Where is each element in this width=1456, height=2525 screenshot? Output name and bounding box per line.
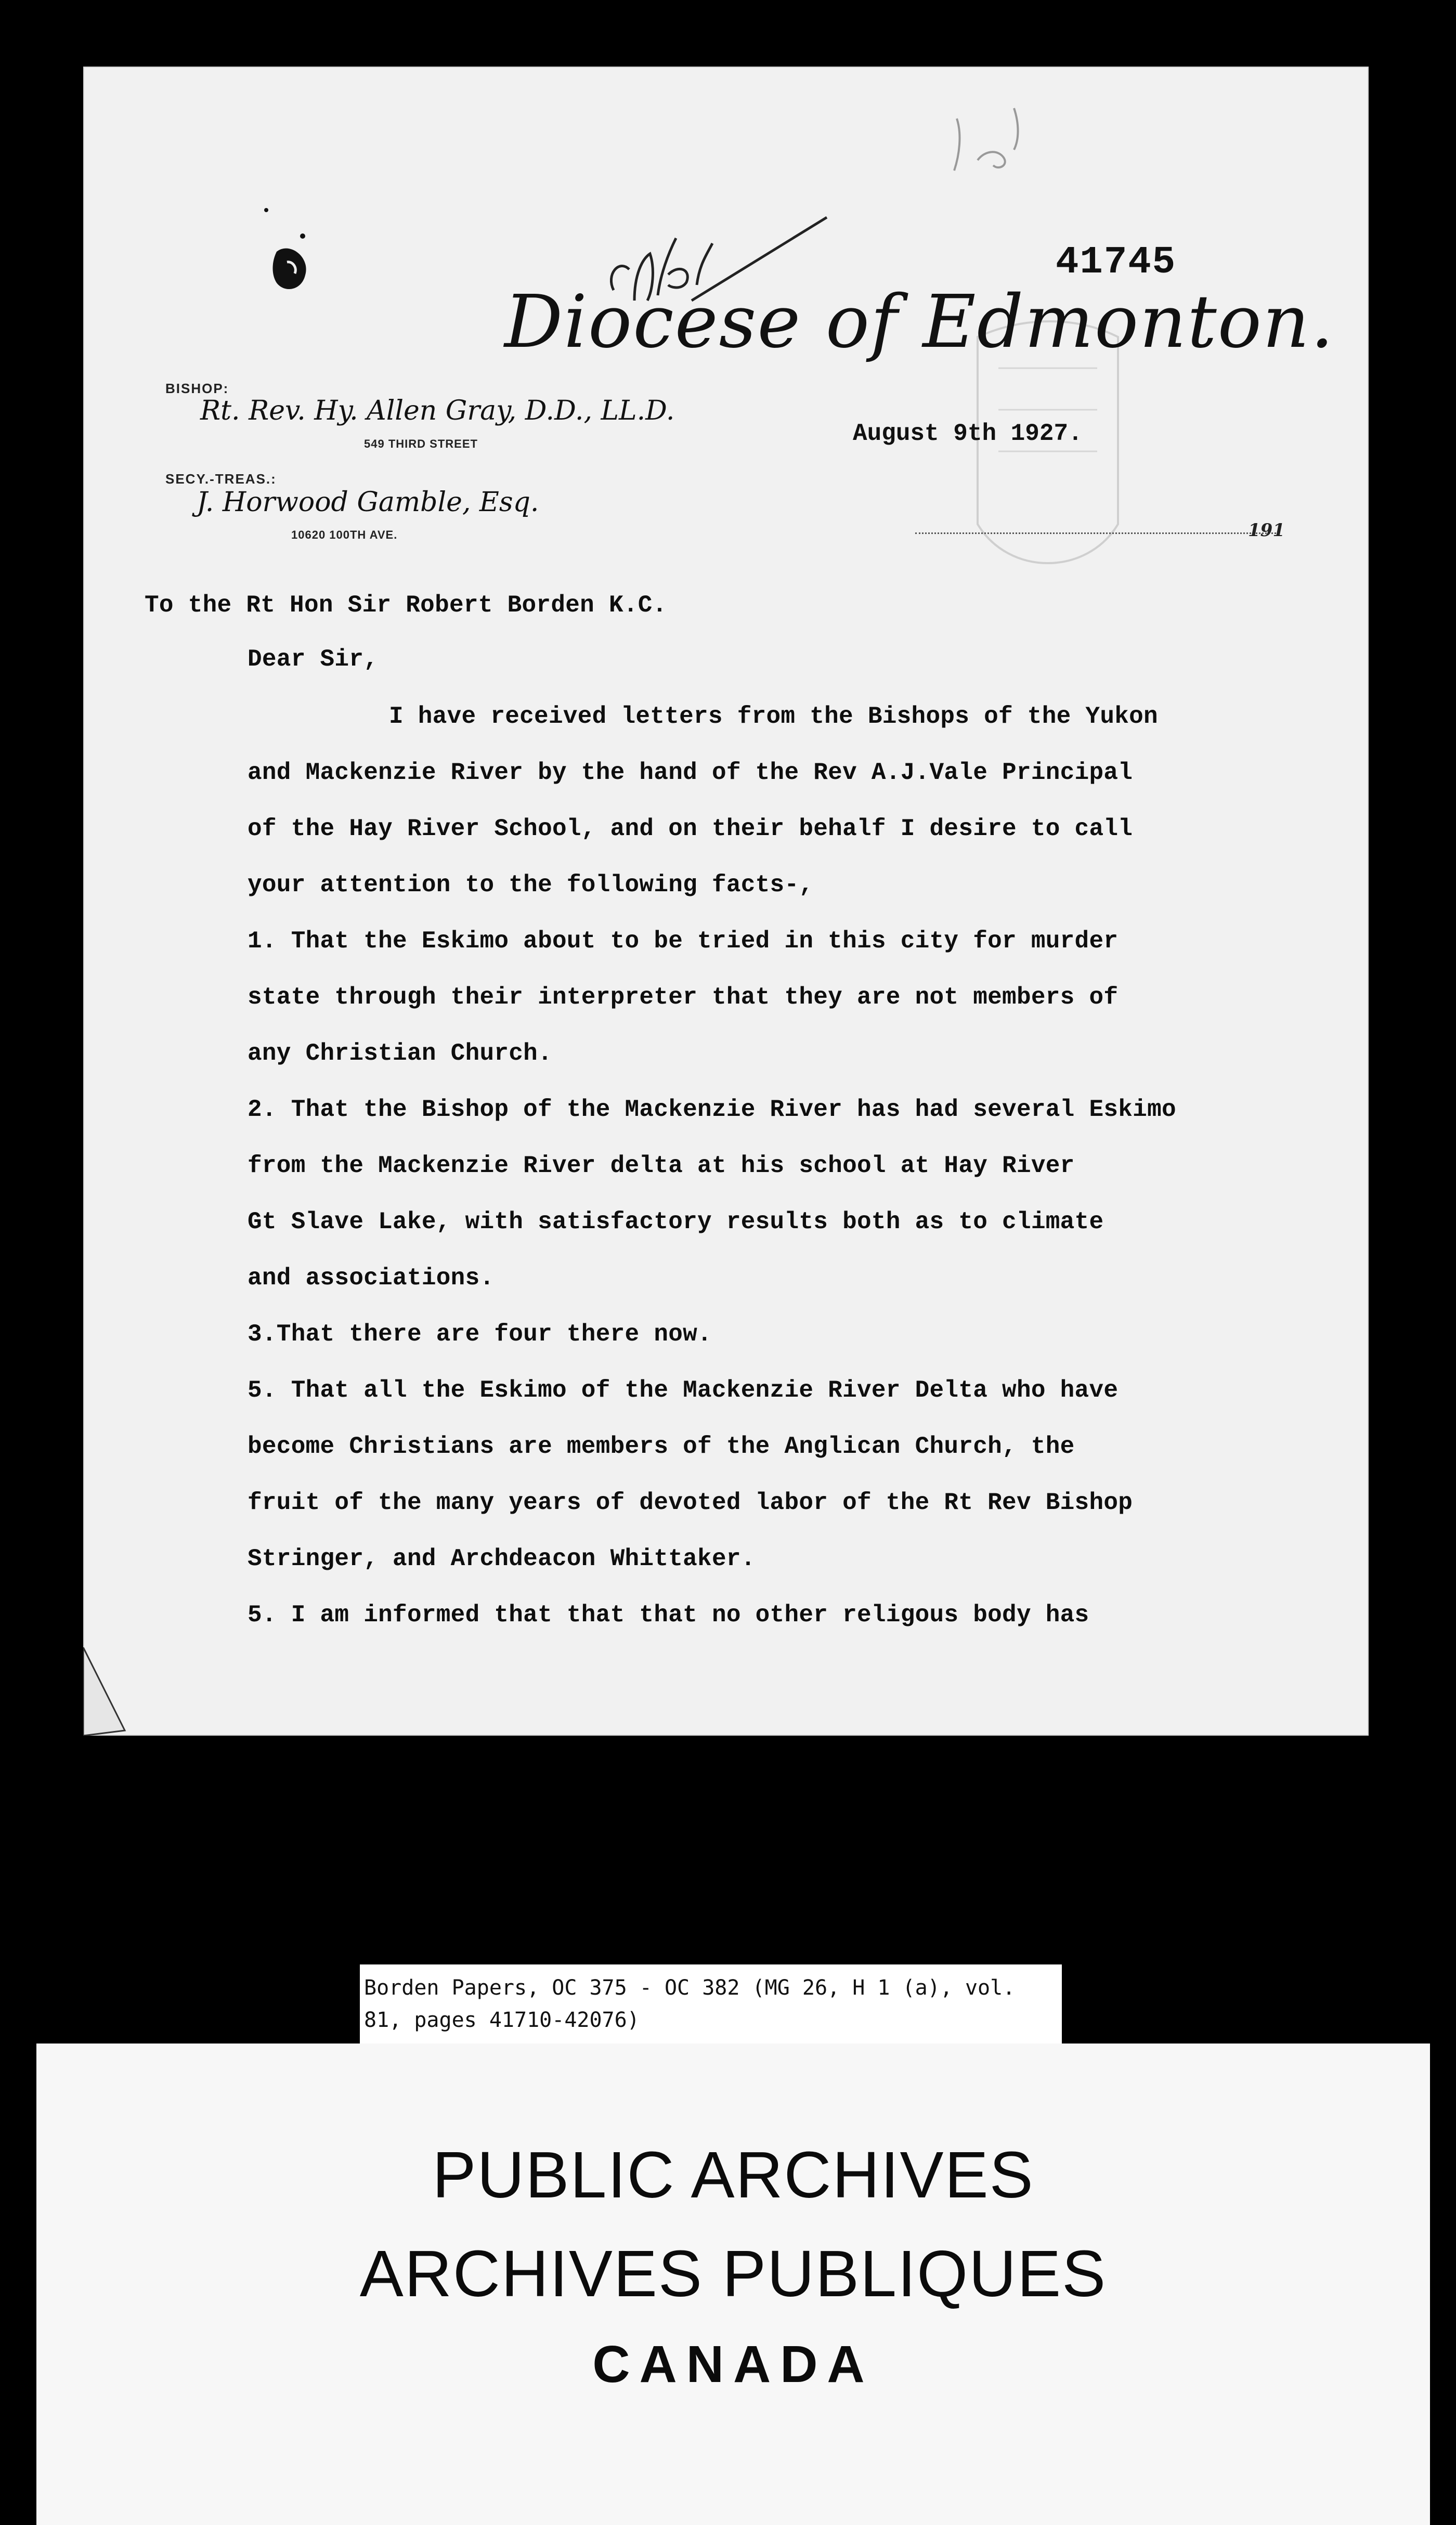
body-line: and associations. [248,1265,495,1292]
caption-line: 81, pages 41710-42076) [364,2008,640,2032]
bishop-label: BISHOP: [165,381,229,396]
bishop-address: 549 THIRD STREET [364,437,478,450]
body-line: 3.That there are four there now. [248,1321,712,1348]
file-number: 41745 [1056,241,1177,284]
body-line: state through their interpreter that they are not members of [248,984,1119,1011]
letter-date: August 9th 1927. [853,420,1083,447]
dateline-rule [915,532,1279,534]
letter-page [83,67,1369,1736]
secy-label: SECY.-TREAS.: [165,471,277,487]
folded-corner [83,1647,130,1736]
body-line: from the Mackenzie River delta at his school at Hay River [248,1152,1075,1179]
secy-name: J. Horwood Gamble, Esq. [197,487,539,518]
body-line: of the Hay River School, and on their behalf I desire to call [248,815,1133,842]
salutation: Dear Sir, [248,646,379,673]
dateline-year: 191 [1248,520,1285,541]
caption-line: Borden Papers, OC 375 - OC 382 (MG 26, H 1 (a), vol. [364,1976,1016,2000]
body-line: fruit of the many years of devoted labor of the Rt Rev Bishop [248,1489,1133,1516]
body-line: become Christians are members of the Anglican Church, the [248,1433,1075,1460]
body-line: Gt Slave Lake, with satisfactory results both as to climate [248,1208,1104,1235]
archives-line-fr: ARCHIVES PUBLIQUES [359,2237,1107,2310]
bishop-name: Rt. Rev. Hy. Allen Gray, D.D., LL.D. [200,395,675,426]
body-line: 1. That the Eskimo about to be tried in this city for murder [248,928,1119,955]
archives-line-en: PUBLIC ARCHIVES [432,2138,1034,2211]
punch-hole-mark [199,179,323,314]
archives-stamp-card [36,2044,1430,2525]
pencil-scribble [894,98,1066,202]
body-line: I have received letters from the Bishops of the Yukon [389,703,1158,730]
secy-address: 10620 100TH AVE. [291,528,398,541]
addressee: To the Rt Hon Sir Robert Borden K.C. [145,592,667,619]
body-line: 5. I am informed that that that no other religous body has [248,1602,1089,1629]
archives-line-country: CANADA [592,2335,874,2393]
body-line: and Mackenzie River by the hand of the Rev A.J.Vale Principal [248,759,1133,786]
body-line: 2. That the Bishop of the Mackenzie River has had several Eskimo [248,1096,1176,1123]
letterhead-title: Diocese of Edmonton. [504,280,1335,365]
body-line: any Christian Church. [248,1040,552,1067]
body-line: Stringer, and Archdeacon Whittaker. [248,1545,756,1572]
body-line: 5. That all the Eskimo of the Mackenzie River Delta who have [248,1377,1119,1404]
body-line: your attention to the following facts-, [248,871,814,899]
